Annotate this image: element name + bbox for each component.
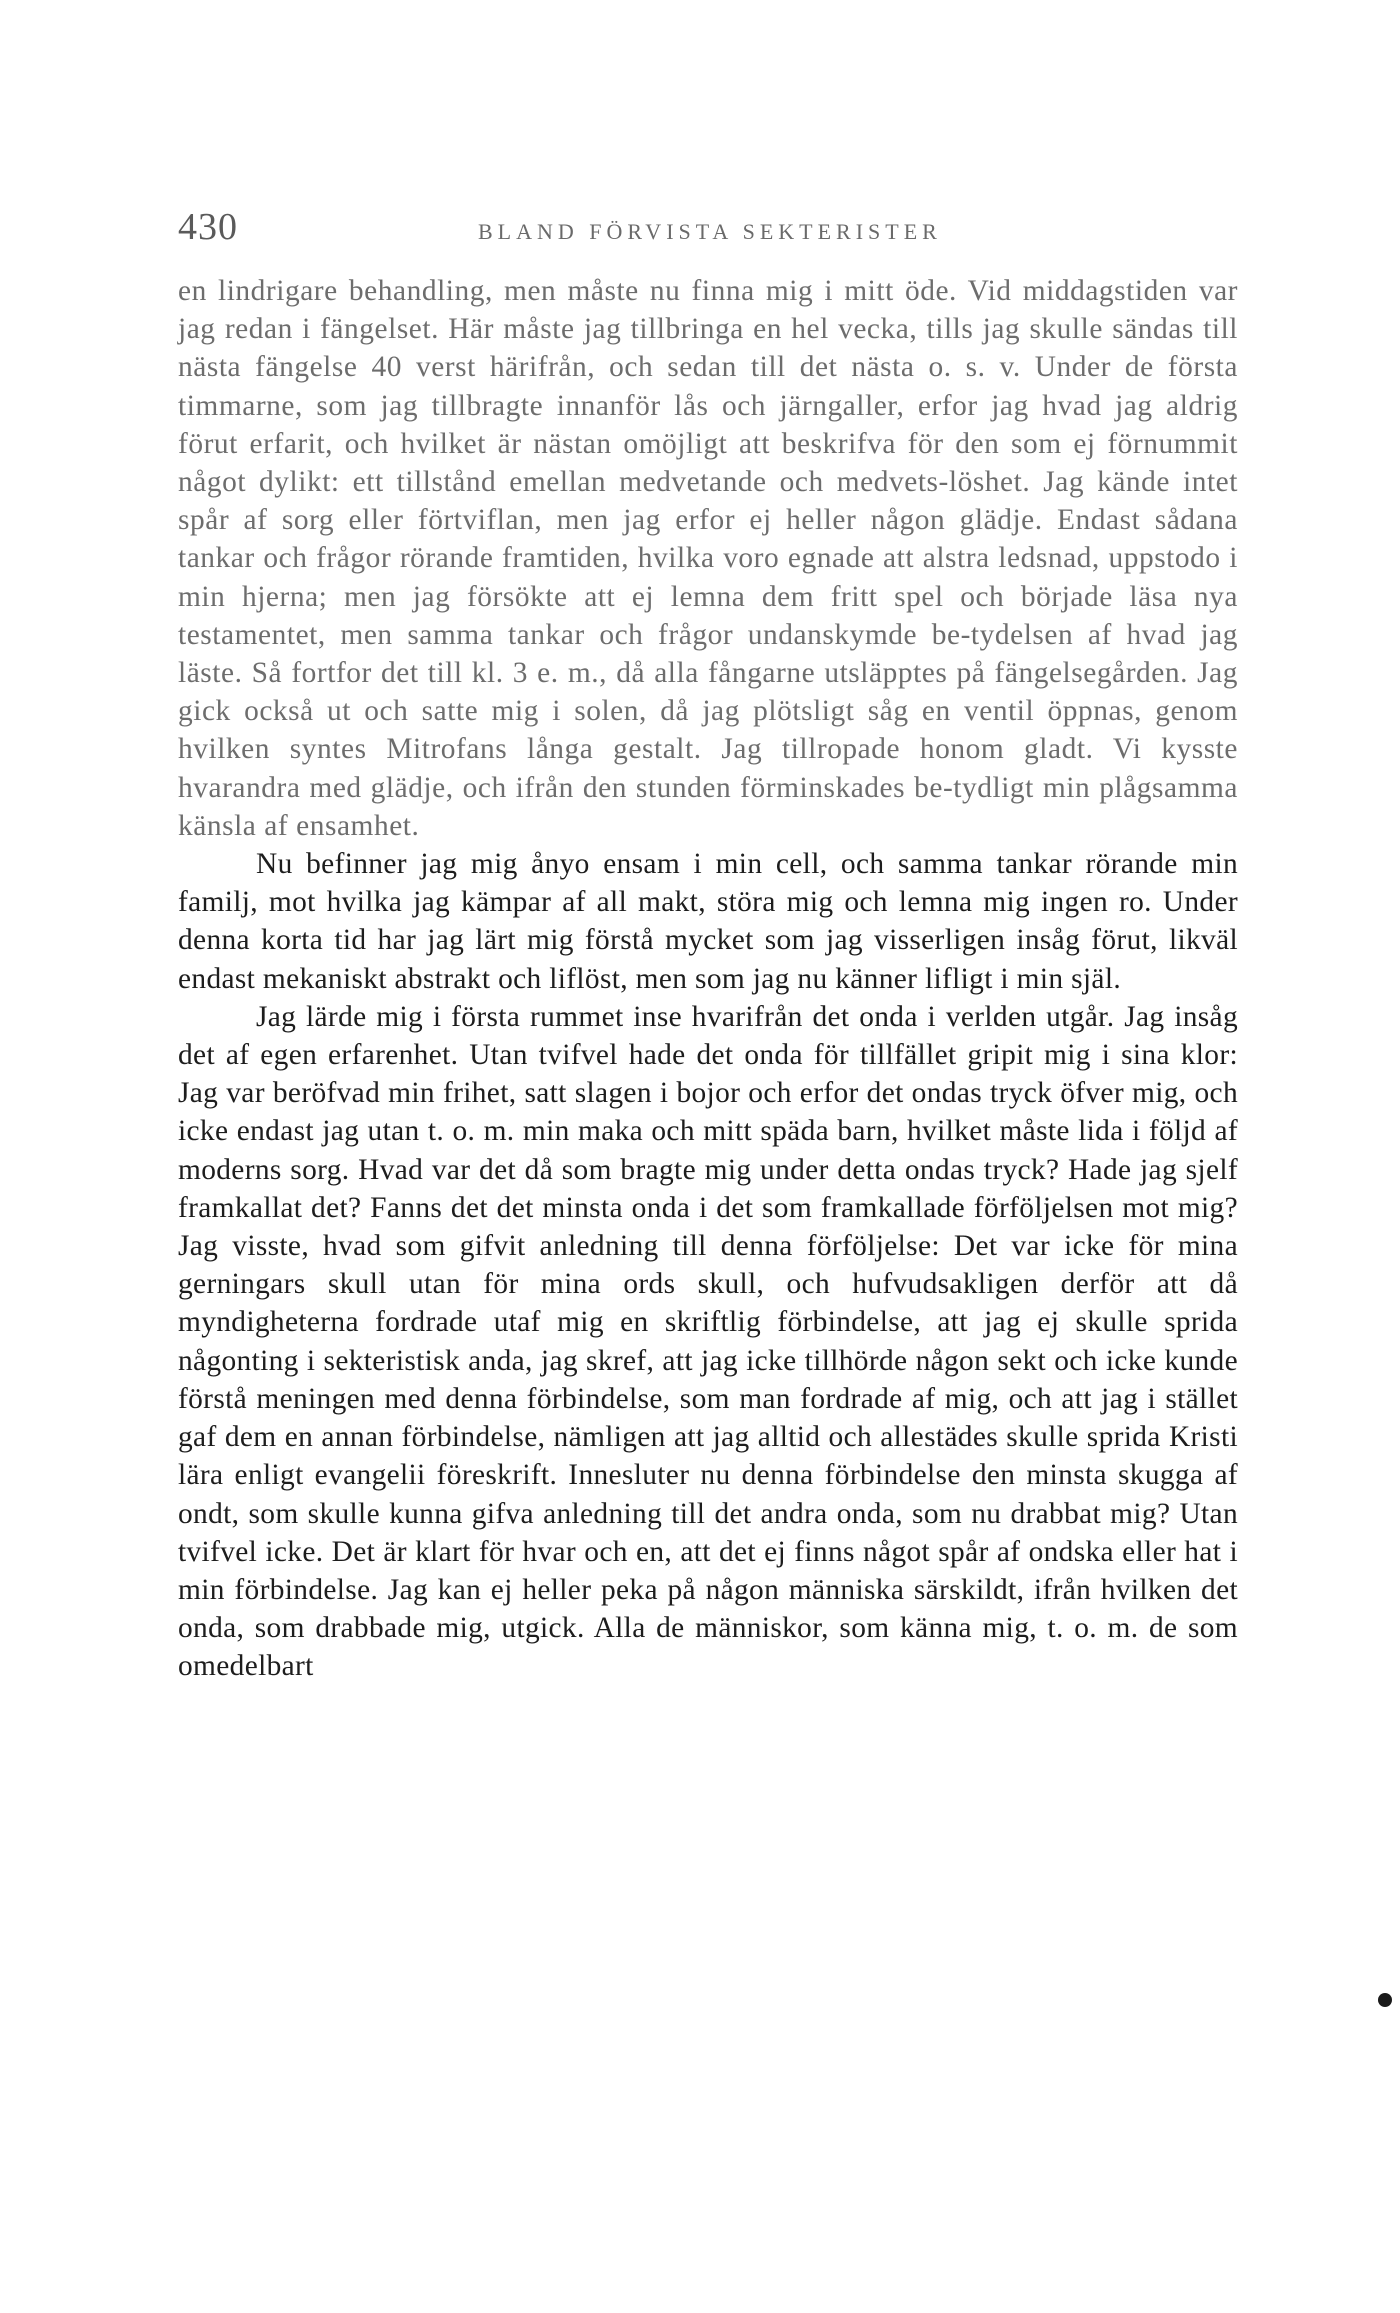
running-title: BLAND FÖRVISTA SEKTERISTER <box>478 219 942 244</box>
running-head <box>178 205 1238 255</box>
paragraph-1: en lindrigare behandling, men måste nu finna mig i mitt öde. Vid middagstiden var jag redan i fängelset. Här måste jag tillbringa en hel vecka, tills jag skulle sändas till nästa fängelse 40 verst härifrån, och sedan till det nästa o. s. v. Under de första timmarne, som jag tillbragte innanför lås och järngaller, erfor jag hvad jag aldrig förut erfarit, och hvilket är nästan omöjligt att beskrifva för den som ej förnummit något dylikt: ett tillstånd emellan medvetande och medvets-löshet. Jag kände intet spår af sorg eller förtviflan, men jag erfor ej heller någon glädje. Endast sådana tankar och frågor rörande framtiden, hvilka voro egnade att alstra ledsnad, uppstodo i min hjerna; men jag försökte att ej lemna dem fritt spel och började läsa nya testamentet, men samma tankar och frågor undanskymde be-tydelsen af hvad jag läste. Så fortfor det till kl. 3 e. m., då alla fångarne utsläpptes på fängelsegården. Jag gick också ut och satte mig i solen, då jag plötsligt såg en ventil öppnas, genom hvilken syntes Mitrofans långa gestalt. Jag tillropade honom gladt. Vi kysste hvarandra med glädje, och ifrån den stunden förminskades be-tydligt min plågsamma känsla af ensamhet. <box>178 275 1238 842</box>
paragraph-2: Nu befinner jag mig ånyo ensam i min cell, och samma tankar rörande min familj, mot hvilka jag kämpar af all makt, störa mig och lemna mig ingen ro. Under denna korta tid har jag lärt mig förstå mycket som jag visserligen insåg förut, likväl endast mekaniskt abstrakt och liflöst, men som jag nu känner lifligt i min själ. <box>178 848 1238 995</box>
body-text <box>178 272 1238 1686</box>
margin-ink-dot <box>1378 1993 1392 2007</box>
page-number: 430 <box>178 206 238 248</box>
paragraph-3: Jag lärde mig i första rummet inse hvarifrån det onda i verlden utgår. Jag insåg det af egen erfarenhet. Utan tvifvel hade det onda för tillfället gripit mig i sina klor: Jag var beröfvad min frihet, satt slagen i bojor och erfor det ondas tryck öfver mig, och icke endast jag utan t. o. m. min maka och mitt späda barn, hvilket måste lida i följd af moderns sorg. Hvad var det då som bragte mig under detta ondas tryck? Hade jag sjelf framkallat det? Fanns det det minsta onda i det som framkallade förföljelsen mot mig? Jag visste, hvad som gifvit anledning till denna förföljelse: Det var icke för mina gerningars skull utan för mina ords skull, och hufvudsakligen derför att då myndigheterna fordrade utaf mig en skriftlig förbindelse, att jag ej skulle sprida någonting i sekteristisk anda, jag skref, att jag icke tillhörde någon sekt och icke kunde förstå meningen med denna förbindelse, som man fordrade af mig, och att jag i stället gaf dem en annan förbindelse, nämligen att jag alltid och allestädes skulle sprida Kristi lära enligt evangelii föreskrift. Innesluter nu denna förbindelse den minsta skugga af ondt, som skulle kunna gifva anledning till det andra onda, som nu drabbat mig? Utan tvifvel icke. Det är klart för hvar och en, att det ej finns något spår af ondska eller hat i min förbindelse. Jag kan ej heller peka på någon människa särskildt, ifrån hvilken det onda, som drabbade mig, utgick. Alla de människor, som känna mig, t. o. m. de som omedelbart <box>178 1000 1238 1683</box>
